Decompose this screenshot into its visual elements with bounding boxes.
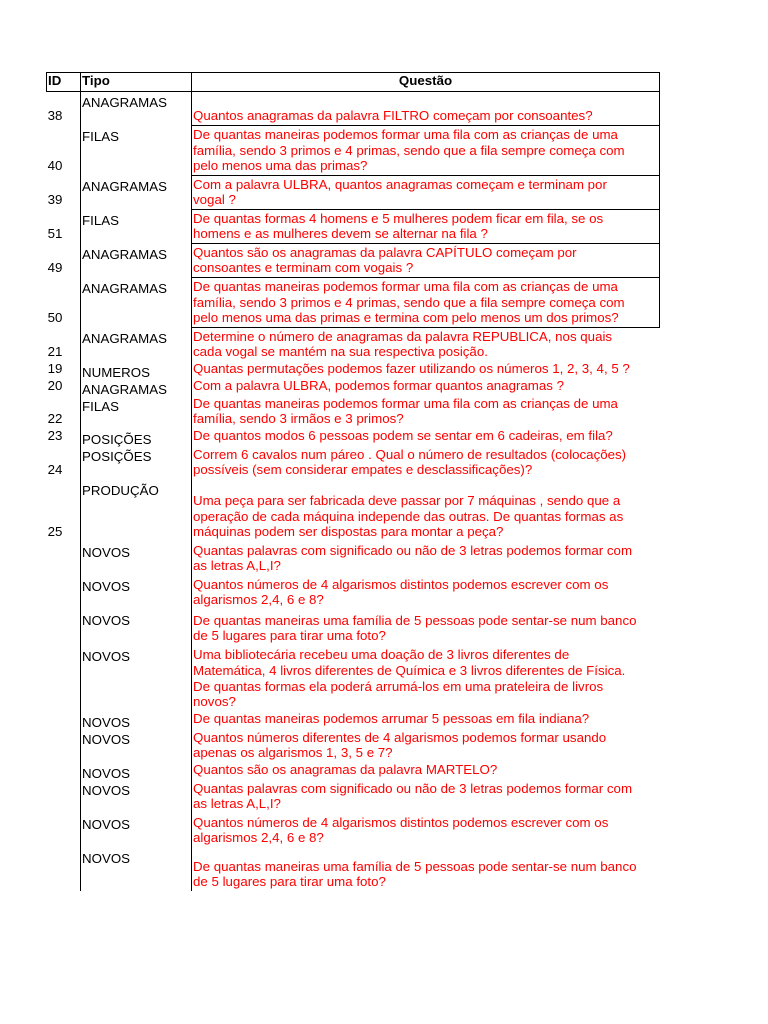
tipo-cell: PRODUÇÃO bbox=[82, 483, 159, 498]
tipo-cell: FILAS bbox=[82, 399, 119, 414]
id-cell: 40 bbox=[47, 158, 63, 173]
header-left-border bbox=[46, 72, 47, 91]
id-cell: 20 bbox=[47, 378, 63, 393]
tipo-cell: ANAGRAMAS bbox=[82, 179, 167, 194]
tipo-cell: POSIÇÕES bbox=[82, 432, 152, 447]
tipo-cell: ANAGRAMAS bbox=[82, 382, 167, 397]
questao-cell: Quantos anagramas da palavra FILTRO começam por consoantes? bbox=[193, 108, 593, 124]
questao-cell: De quantas maneiras podemos formar uma fila com as crianças de uma família, sendo 3 primos e 4 primas, sendo que a fila sempre começa com pelo menos uma das primas e termina com pelo menos um dos primos? bbox=[193, 278, 625, 326]
id-cell: 38 bbox=[47, 108, 63, 123]
tipo-cell: NOVOS bbox=[82, 817, 131, 832]
id-cell: 51 bbox=[47, 226, 63, 241]
questao-cell: De quantas formas 4 homens e 5 mulheres podem ficar em fila, se os homens e as mulheres devem se alternar na fila ? bbox=[193, 210, 604, 242]
header-top-border bbox=[46, 72, 660, 73]
tipo-cell: ANAGRAMAS bbox=[82, 331, 167, 346]
header-id: ID bbox=[48, 73, 62, 88]
id-cell: 23 bbox=[47, 428, 63, 443]
questao-cell: De quantas maneiras podemos arrumar 5 pessoas em fila indiana? bbox=[193, 711, 590, 727]
id-cell: 25 bbox=[47, 524, 63, 539]
questao-cell: Com a palavra ULBRA, quantos anagramas começam e terminam por vogal ? bbox=[193, 176, 607, 208]
row-border bbox=[191, 277, 660, 278]
id-cell: 50 bbox=[47, 310, 63, 325]
questao-cell: Determine o número de anagramas da palavra REPUBLICA, nos quais cada vogal se mantém na sua respectiva posição. bbox=[193, 328, 613, 360]
questao-cell: Quantas palavras com significado ou não de 3 letras podemos formar com as letras A,L,I? bbox=[193, 542, 633, 574]
header-bottom-border bbox=[46, 91, 660, 92]
questao-cell: Uma peça para ser fabricada deve passar por 7 máquinas , sendo que a operação de cada máquina independe das outras. De quantas formas as máquinas podem ser dispostas para montar a peça? bbox=[193, 492, 624, 540]
row-border bbox=[191, 209, 660, 210]
questao-cell: De quantas maneiras podemos formar uma fila com as crianças de uma família, sendo 3 primos e 4 primas, sendo que a fila sempre começa com pelo menos uma das primas? bbox=[193, 126, 625, 174]
tipo-cell: ANAGRAMAS bbox=[82, 281, 167, 296]
row-border bbox=[191, 175, 660, 176]
tipo-cell: NOVOS bbox=[82, 851, 131, 866]
tipo-cell: NOVOS bbox=[82, 613, 131, 628]
tipo-cell: NOVOS bbox=[82, 766, 131, 781]
questao-cell: Quantos são os anagramas da palavra MARTELO? bbox=[193, 762, 498, 778]
tipo-cell: FILAS bbox=[82, 129, 119, 144]
tipo-left-border bbox=[80, 72, 81, 891]
questao-cell: De quantas maneiras podemos formar uma fila com as crianças de uma família, sendo 3 irmãos e 3 primos? bbox=[193, 395, 618, 427]
questao-cell: Uma bibliotecária recebeu uma doação de 3 livros diferentes de Matemática, 4 livros diferentes de Química e 3 livros diferentes de Física. De quantas formas ela poderá arrumá-los em uma prateleira de livros novos? bbox=[193, 647, 626, 710]
questao-cell: Quantos são os anagramas da palavra CAPÍTULO começam por consoantes e terminam com vogais ? bbox=[193, 244, 577, 276]
row-border bbox=[191, 125, 660, 126]
questao-cell: Quantos números de 4 algarismos distintos podemos escrever com os algarismos 2,4, 6 e 8? bbox=[193, 814, 609, 846]
id-cell: 19 bbox=[47, 361, 63, 376]
tipo-cell: NOVOS bbox=[82, 579, 131, 594]
row-border bbox=[191, 243, 660, 244]
tipo-cell: ANAGRAMAS bbox=[82, 247, 167, 262]
questao-cell: De quantas maneiras uma família de 5 pessoas pode sentar-se num banco de 5 lugares para tirar uma foto? bbox=[193, 612, 637, 644]
right-border bbox=[659, 72, 660, 327]
questao-cell: De quantos modos 6 pessoas podem se sentar em 6 cadeiras, em fila? bbox=[193, 428, 613, 444]
questao-cell: De quantas maneiras uma família de 5 pessoas pode sentar-se num banco de 5 lugares para tirar uma foto? bbox=[193, 858, 637, 890]
header-tipo: Tipo bbox=[82, 73, 110, 88]
questao-cell: Com a palavra ULBRA, podemos formar quantos anagramas ? bbox=[193, 378, 565, 394]
tipo-cell: NUMEROS bbox=[82, 365, 150, 380]
id-cell: 21 bbox=[47, 344, 63, 359]
questao-cell: Quantas palavras com significado ou não de 3 letras podemos formar com as letras A,L,I? bbox=[193, 780, 633, 812]
questao-cell: Quantas permutações podemos fazer utilizando os números 1, 2, 3, 4, 5 ? bbox=[193, 361, 630, 377]
tipo-cell: POSIÇÕES bbox=[82, 449, 152, 464]
tipo-cell: FILAS bbox=[82, 213, 119, 228]
tipo-cell: NOVOS bbox=[82, 649, 131, 664]
tipo-cell: NOVOS bbox=[82, 545, 131, 560]
id-cell: 24 bbox=[47, 462, 63, 477]
id-cell: 49 bbox=[47, 260, 63, 275]
tipo-cell: NOVOS bbox=[82, 715, 131, 730]
questao-cell: Correm 6 cavalos num páreo . Qual o número de resultados (colocações) possíveis (sem considerar empates e desclassificações)? bbox=[193, 446, 627, 478]
row-border bbox=[191, 327, 660, 328]
tipo-cell: NOVOS bbox=[82, 783, 131, 798]
questao-left-border bbox=[191, 72, 192, 891]
tipo-cell: NOVOS bbox=[82, 732, 131, 747]
questao-cell: Quantos números de 4 algarismos distintos podemos escrever com os algarismos 2,4, 6 e 8? bbox=[193, 576, 609, 608]
header-questao: Questão bbox=[398, 73, 453, 88]
id-cell: 22 bbox=[47, 411, 63, 426]
tipo-cell: ANAGRAMAS bbox=[82, 95, 167, 110]
id-cell: 39 bbox=[47, 192, 63, 207]
questao-cell: Quantos números diferentes de 4 algarismos podemos formar usando apenas os algarismos 1, 3, 5 e 7? bbox=[193, 729, 607, 761]
